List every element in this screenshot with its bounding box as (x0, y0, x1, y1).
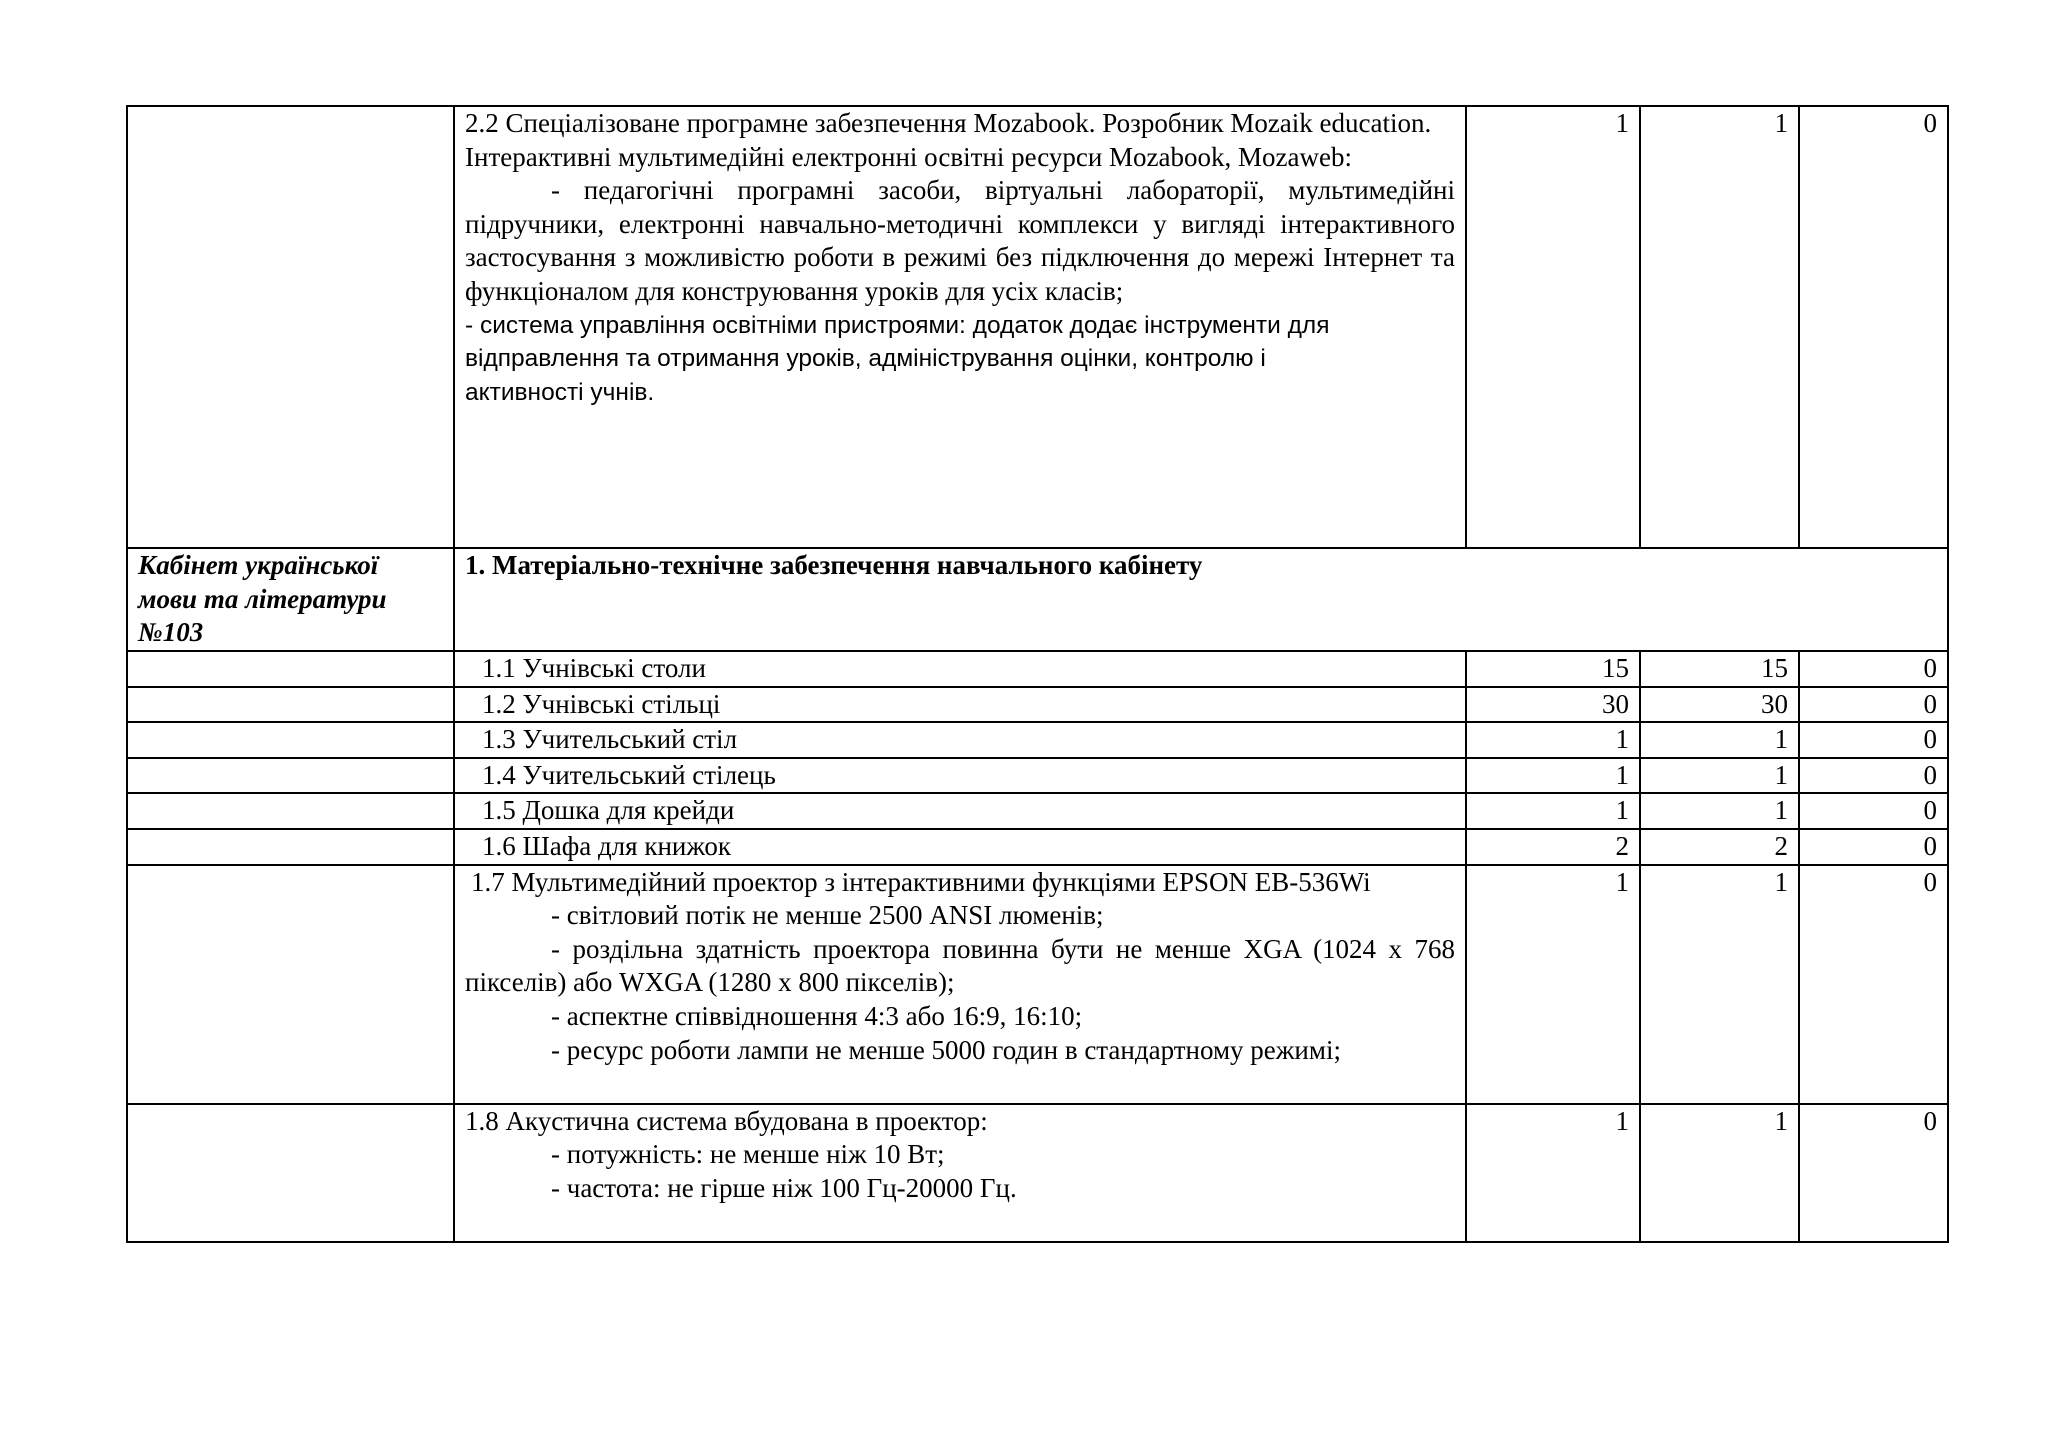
software-bullet-2-line-3: активності учнів. (465, 378, 655, 406)
item-label: 1.4 Учительський стілець (454, 758, 1466, 794)
section-title: 1. Матеріально-технічне забезпечення навчального кабінету (454, 548, 1948, 651)
quantity-required: 1 (1466, 865, 1640, 1104)
quantity-needed: 0 (1799, 1104, 1948, 1242)
table-row-software (127, 106, 1948, 548)
table-row (127, 651, 1948, 687)
quantity-needed: 0 (1799, 722, 1948, 758)
cabinet-cell-empty (127, 865, 454, 1104)
projector-spec-3: - аспектне співвідношення 4:3 або 16:9, 16:10; (551, 1000, 1083, 1031)
acoustic-description (454, 1104, 1466, 1242)
software-resources: Інтерактивні мультимедійні електронні освітні ресурси Mozabook, Mozaweb: (465, 141, 1352, 172)
quantity-available: 30 (1640, 687, 1799, 723)
software-bullet-2-line-1: - система управління освітніми пристроями: додаток додає інструменти для (465, 311, 1330, 339)
projector-spec-4: - ресурс роботи лампи не менше 5000 годин в стандартному режимі; (551, 1034, 1341, 1065)
quantity-available: 1 (1640, 106, 1799, 548)
acoustic-spec-2: - частота: не гірше ніж 100 Гц-20000 Гц. (551, 1172, 1017, 1203)
quantity-available: 15 (1640, 651, 1799, 687)
quantity-needed: 0 (1799, 865, 1948, 1104)
quantity-needed: 0 (1799, 687, 1948, 723)
cabinet-cell-empty (127, 793, 454, 829)
quantity-needed: 0 (1799, 793, 1948, 829)
quantity-needed: 0 (1799, 829, 1948, 865)
projector-spec-2: - роздільна здатність проектора повинна бути не менше XGA (1024 x 768 пікселів) або WXGA (1280 x 800 пікселів); (465, 933, 1455, 998)
software-title: 2.2 Спеціалізоване програмне забезпечення Mozabook. Розробник Mozaik education. (465, 108, 1432, 138)
quantity-available: 1 (1640, 793, 1799, 829)
table-row (127, 793, 1948, 829)
cabinet-cell-empty (127, 829, 454, 865)
acoustic-spec-1: - потужність: не менше ніж 10 Вт; (551, 1139, 945, 1170)
quantity-required: 30 (1466, 687, 1640, 723)
quantity-required: 1 (1466, 793, 1640, 829)
quantity-required: 2 (1466, 829, 1640, 865)
cabinet-cell-empty (127, 106, 454, 548)
quantity-available: 1 (1640, 722, 1799, 758)
table-row (127, 758, 1948, 794)
quantity-required: 1 (1466, 722, 1640, 758)
quantity-available: 1 (1640, 758, 1799, 794)
quantity-available: 2 (1640, 829, 1799, 865)
equipment-table (126, 105, 1949, 1243)
quantity-needed: 0 (1799, 758, 1948, 794)
acoustic-title: 1.8 Акустична система вбудована в проектор: (465, 1105, 988, 1136)
quantity-required: 15 (1466, 651, 1640, 687)
cabinet-cell-empty (127, 687, 454, 723)
item-label: 1.2 Учнівські стільці (454, 687, 1466, 723)
quantity-available: 1 (1640, 1104, 1799, 1242)
item-label: 1.6 Шафа для книжок (454, 829, 1466, 865)
table-row (127, 722, 1948, 758)
table-row-projector (127, 865, 1948, 1104)
quantity-required: 1 (1466, 1104, 1640, 1242)
cabinet-cell-empty (127, 1104, 454, 1242)
software-bullet-1: - педагогічні програмні засоби, віртуальні лабораторії, мультимедійні підручники, електронні навчально-методичні комплекси у вигляді інтерактивного застосування з можливістю роботи в режимі без підключення до мережі Інтернет та функціоналом для конструювання уроків для усіх класів; (465, 175, 1455, 306)
table-row (127, 687, 1948, 723)
cabinet-name: Кабінет української мови та літератури №103 (127, 548, 454, 651)
software-bullet-2-line-2: відправлення та отримання уроків, адміністрування оцінки, контролю і (465, 345, 1266, 373)
table-row-acoustic (127, 1104, 1948, 1242)
item-label: 1.3 Учительський стіл (454, 722, 1466, 758)
quantity-needed: 0 (1799, 651, 1948, 687)
item-label: 1.1 Учнівські столи (454, 651, 1466, 687)
table-row (127, 829, 1948, 865)
projector-title: 1.7 Мультимедійний проектор з інтерактивними функціями EPSON EB-536Wi (471, 866, 1371, 897)
cabinet-cell-empty (127, 722, 454, 758)
quantity-needed: 0 (1799, 106, 1948, 548)
software-description (454, 106, 1466, 548)
quantity-required: 1 (1466, 758, 1640, 794)
quantity-available: 1 (1640, 865, 1799, 1104)
quantity-required: 1 (1466, 106, 1640, 548)
projector-description (454, 865, 1466, 1104)
cabinet-cell-empty (127, 758, 454, 794)
table-row-cabinet-header (127, 548, 1948, 651)
item-label: 1.5 Дошка для крейди (454, 793, 1466, 829)
projector-spec-1: - світловий потік не менше 2500 ANSI люменів; (551, 900, 1104, 931)
cabinet-cell-empty (127, 651, 454, 687)
